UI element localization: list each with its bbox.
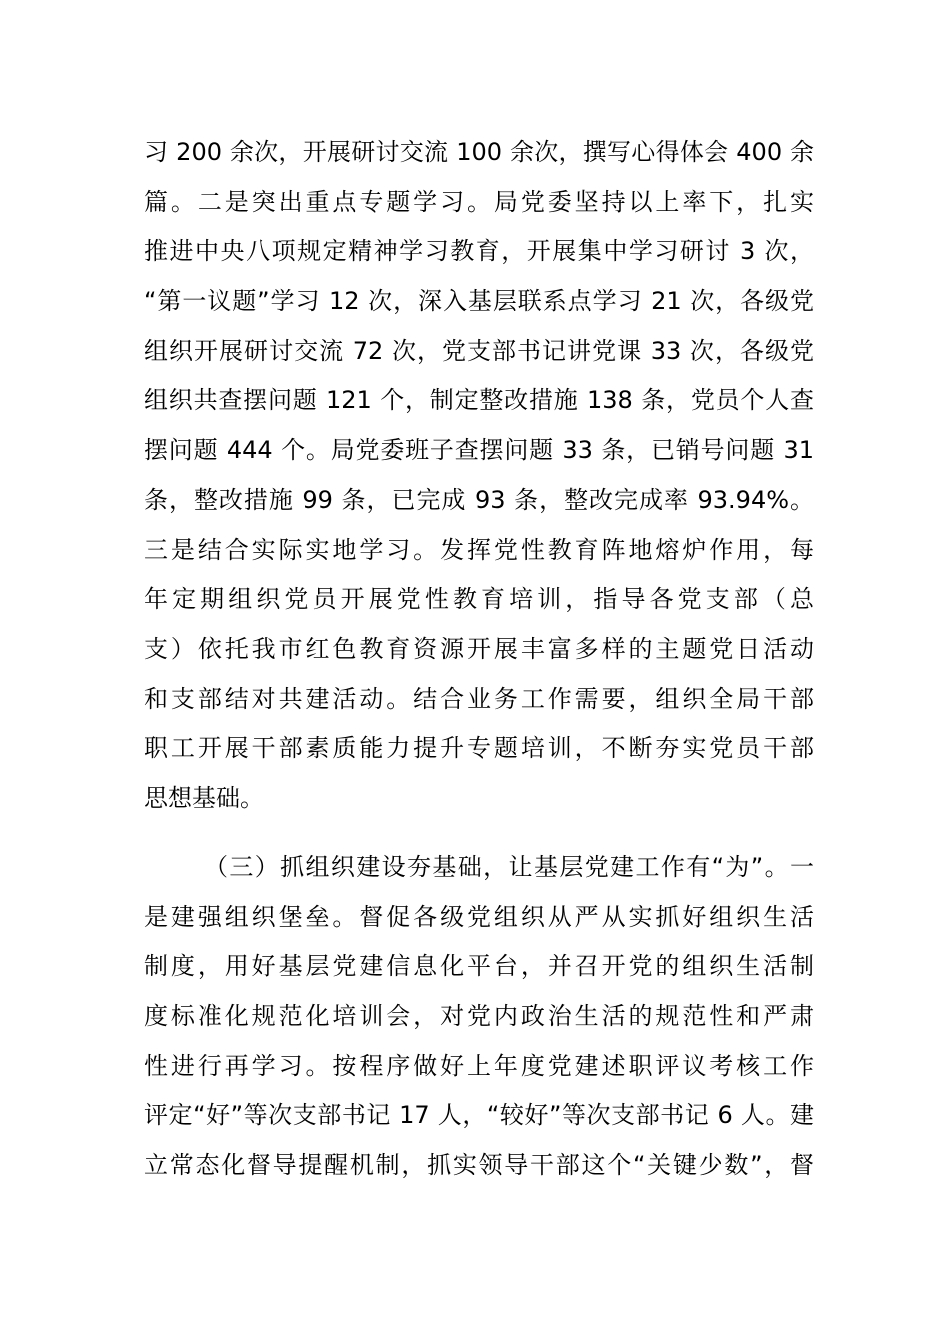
section-heading-line: （三）抓组织建设夯基础，让基层党建工作有“为”。一: [204, 853, 814, 881]
paragraph-line: 组织共查摆问题 121 个，制定整改措施 138 条，党员个人查: [144, 386, 814, 415]
paragraph-line: 年定期组织党员开展党性教育培训，指导各党支部（总: [144, 585, 814, 614]
paragraph-line: 推进中央八项规定精神学习教育，开展集中学习研讨 3 次，: [144, 237, 814, 266]
paragraph-line: 立常态化督导提醒机制，抓实领导干部这个“关键少数”，督: [144, 1151, 814, 1180]
paragraph-line: 度标准化规范化培训会，对党内政治生活的规范性和严肃: [144, 1002, 814, 1031]
paragraph-line: 性进行再学习。按程序做好上年度党建述职评议考核工作: [144, 1051, 814, 1080]
body-paragraph-1: [144, 128, 814, 824]
paragraph-line: 习 200 余次，开展研讨交流 100 余次，撰写心得体会 400 余: [144, 138, 814, 166]
paragraph-line: 评定“好”等次支部书记 17 人，“较好”等次支部书记 6 人。建: [144, 1101, 814, 1130]
paragraph-last-line: 思想基础。: [144, 783, 264, 812]
paragraph-line: 组织开展研讨交流 72 次，党支部书记讲党课 33 次，各级党: [144, 336, 814, 365]
body-paragraph-2: [144, 843, 814, 1191]
paragraph-line: 和支部结对共建活动。结合业务工作需要，组织全局干部: [144, 684, 814, 713]
paragraph-line: 条，整改措施 99 条，已完成 93 条，整改完成率 93.94%。: [144, 485, 814, 514]
paragraph-line: 篇。二是突出重点专题学习。局党委坚持以上率下，扎实: [144, 187, 814, 216]
paragraph-line: 是建强组织堡垒。督促各级党组织从严从实抓好组织生活: [144, 902, 814, 931]
paragraph-line: 摆问题 444 个。局党委班子查摆问题 33 条，已销号问题 31: [144, 436, 814, 465]
paragraph-line: “第一议题”学习 12 次，深入基层联系点学习 21 次，各级党: [144, 287, 814, 316]
paragraph-line: 职工开展干部素质能力提升专题培训，不断夯实党员干部: [144, 734, 814, 763]
paragraph-line: 三是结合实际实地学习。发挥党性教育阵地熔炉作用，每: [144, 535, 814, 564]
paragraph-line: 制度，用好基层党建信息化平台，并召开党的组织生活制: [144, 952, 814, 981]
paragraph-line: 支）依托我市红色教育资源开展丰富多样的主题党日活动: [144, 634, 814, 663]
